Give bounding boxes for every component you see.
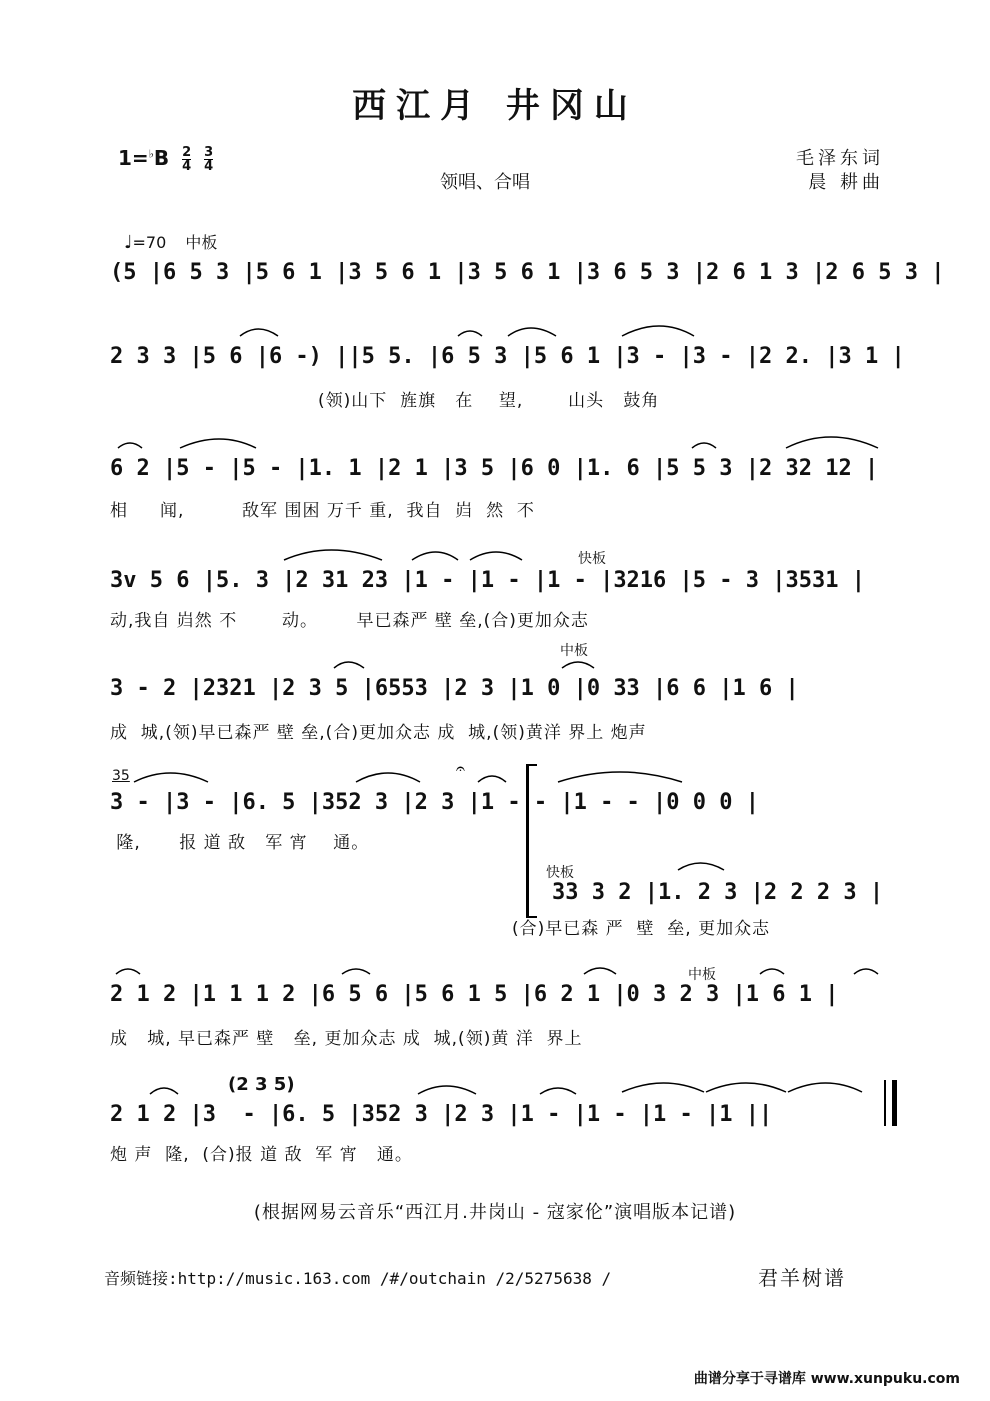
lyrics-row-6: 隆, 报 道 敌 军 宵 通。 [110,833,370,853]
source-note: (根据网易云音乐“西江月.井岗山 - 寇家伦”演唱版本记谱) [253,1202,737,1223]
quarter-note-icon: ♩ [124,232,133,253]
time-signature-2: $\frac{3}{4}$ [204,145,214,174]
notation-row-4: 3v 5 6 |5. 3 |2 31 23 |1 - |1 - |1 - |3216 |5 - 3 |3531 | [110,568,865,593]
performance-type: 领唱、合唱 [440,172,530,193]
notation-row-3: 6 2 |5 - |5 - |1. 1 |2 1 |3 5 |6 0 |1. 6 |5 5 3 |2 32 12 | [110,456,879,481]
lyricist-credit: 毛泽东词 [796,148,884,169]
tempo-change-kuaiban-1: 快板 [578,551,606,567]
grace-notes-2: (2 3 5) [228,1074,295,1095]
tempo-change-zhongban-2: 中板 [560,643,588,659]
score-title: 西江月 井冈山 [352,86,638,126]
lyrics-row-7: 成 城, 早已森严 壁 垒, 更加众志 成 城,(领)黄 洋 界上 [110,1029,583,1049]
tempo-change-kuaiban-2: 快板 [546,865,574,881]
notation-row-1: (5 |6 5 3 |5 6 1 |3 5 6 1 |3 5 6 1 |3 6 5 3 |2 6 1 3 |2 6 5 3 | [110,260,945,285]
transcriber-signature: 君羊树谱 [758,1266,846,1290]
grace-notes: 35 [112,768,130,784]
tempo-change-zhongban-3: 中板 [688,967,716,983]
lyrics-row-5: 成 城,(领)早已森严 壁 垒,(合)更加众志 成 城,(领)黄洋 界上 炮声 [110,723,647,743]
tempo-term: 中板 [185,233,218,252]
tempo-bpm: =70 [132,233,167,252]
site-footer: 曲谱分享于寻谱库 www.xunpuku.com [693,1371,960,1387]
key-note: B [153,146,170,170]
notation-row-8: 2 1 2 |3 - |6. 5 |352 3 |2 3 |1 - |1 - |1 - |1 || [110,1102,773,1127]
svg-text:𝄐: 𝄐 [456,759,465,778]
lyrics-row-2: (领)山下 旌旗 在 望, 山头 鼓角 [318,391,660,411]
notation-row-5: 3 - 2 |2321 |2 3 5 |6553 |2 3 |1 0 |0 33 |6 6 |1 6 | [110,676,799,701]
notation-row-7: 2 1 2 |1 1 1 2 |6 5 6 |5 6 1 5 |6 2 1 |0 3 2 3 |1 6 1 | [110,982,839,1007]
audio-link[interactable]: 音频链接:http://music.163.com /#/outchain /2/5275638 / [104,1269,612,1288]
notation-row-6: 3 - |3 - |6. 5 |352 3 |2 3 |1 - - |1 - - |0 0 0 | [110,790,760,815]
flat-sign: ♭ [148,147,154,161]
composer-credit: 晨 耕曲 [808,172,884,193]
lyrics-row-8: 炮 声 隆, (合)报 道 敌 军 宵 通。 [110,1145,413,1165]
time-signature-1: $\frac{2}{4}$ [182,145,192,174]
notation-row-6b: 33 3 2 |1. 2 3 |2 2 2 3 | [552,880,884,905]
lyrics-row-6b: (合)早已森 严 壁 垒, 更加众志 [512,919,771,939]
lyrics-row-3: 相 闻, 敌军 围困 万千 重, 我自 岿 然 不 [110,501,535,521]
lyrics-row-4: 动,我自 岿然 不 动。 早已森严 壁 垒,(合)更加众志 [110,611,589,631]
key-prefix: 1= [118,146,149,170]
notation-row-2: 2 3 3 |5 6 |6 -) ||5 5. |6 5 3 |5 6 1 |3 - |3 - |2 2. |3 1 | [110,344,905,369]
